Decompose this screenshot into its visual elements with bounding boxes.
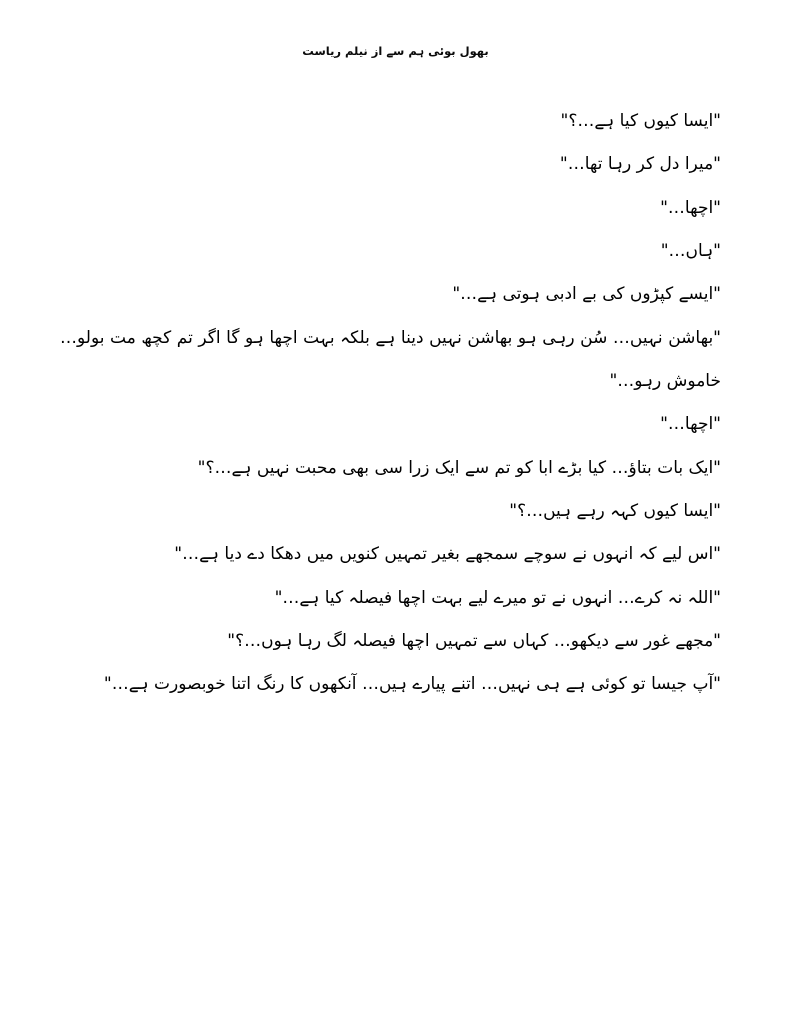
page-header: بھول بوئی ہم سے از نیلم ریاست (302, 44, 489, 58)
paragraph: "اچھا…" (660, 197, 721, 218)
paragraph: "ہاں…" (660, 241, 721, 262)
paragraph: "ایسا کیوں کیا ہے…؟" (560, 111, 721, 131)
paragraph: "اچھا…" (660, 414, 721, 435)
paragraph: "میرا دل کر رہا تھا…" (559, 154, 721, 175)
paragraph: "اللہ نہ کرے… انہوں نے تو میرے لیے بہت اچھا فیصلہ کیا ہے…" (274, 587, 721, 608)
paragraph: "مجھے غور سے دیکھو… کہاں سے تمہیں اچھا فیصلہ لگ رہا ہوں…؟" (227, 631, 721, 652)
paragraph: "اس لیے کہ انہوں نے سوچے سمجھے بغیر تمہیں کنویں میں دھکا دے دیا ہے…" (174, 544, 721, 565)
paragraph: "بھاشن نہیں… سُن رہی ہو بھاشن نہیں دینا ہے بلکہ بہت اچھا ہو گا اگر تم کچھ مت بولو… خاموش رہو…" (54, 327, 721, 392)
paragraph: "ایک بات بتاؤ… کیا بڑے ابا کو تم سے ایک زرا سی بھی محبت نہیں ہے…؟" (197, 457, 721, 478)
paragraph: "ایسے کپڑوں کی بے ادبی ہوتی ہے…" (452, 284, 721, 305)
paragraph: "ایسا کیوں کہہ رہے ہیں…؟" (509, 501, 721, 522)
document-body (54, 100, 721, 707)
paragraph: "آپ جیسا تو کوئی ہے ہی نہیں… اتنے پیارے ہیں… آنکھوں کا رنگ اتنا خوبصورت ہے…" (103, 674, 721, 695)
